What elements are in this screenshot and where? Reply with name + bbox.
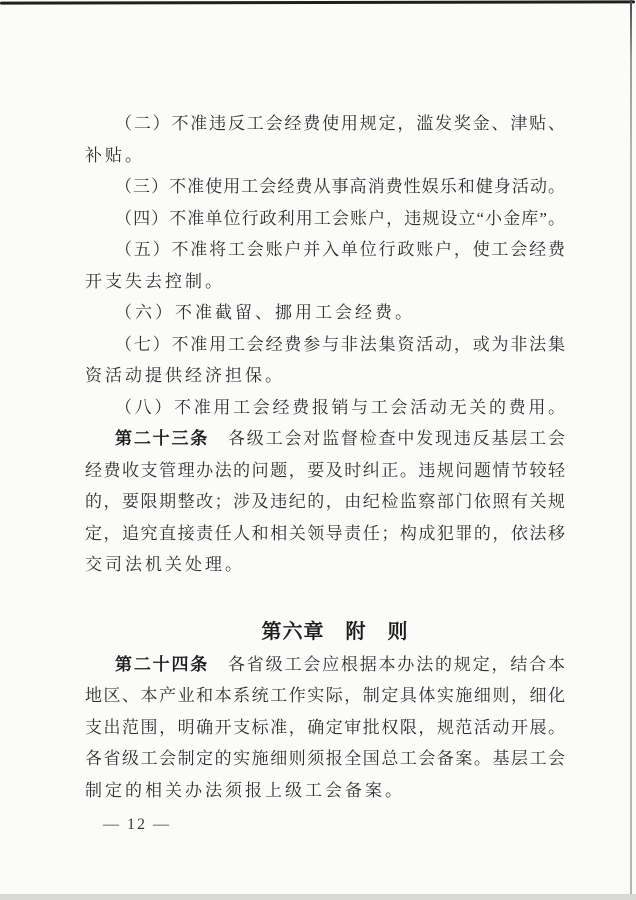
clause-number: 第二十四条 [115,654,210,674]
line-text: 定，追究直接责任人和相关领导责任；构成犯罪的，依法移 [85,523,565,543]
text-line [85,455,565,487]
line-text: 经费收支管理办法的问题，要及时纠正。违规问题情节较轻 [85,460,565,480]
line-text: （七）不准用工会经费参与非法集资活动，或为非法集 [115,334,565,354]
line-text: （五）不准将工会账户并入单位行政账户，使工会经费 [115,240,565,259]
line-text: 资活动提供经济担保。 [85,366,285,385]
text-line [85,743,565,775]
text-line [85,329,565,361]
chapter-heading: 第六章 附 则 [261,620,409,643]
line-text: 制定的相关办法须报上级工会备案。 [85,780,405,800]
document-text-column [85,0,565,837]
text-line [85,266,565,298]
line-text: 各省级工会制定的实施细则须报全国总工会备案。基层工会 [85,749,565,768]
line-text: （六）不准截留、挪用工会经费。 [115,303,415,322]
line-text: 交司法机关处理。 [85,555,245,574]
page-number: — 12 — [103,816,171,833]
line-text: （八）不准用工会经费报销与工会活动无关的费用。 [115,397,565,417]
text-line [85,518,565,550]
text-line [85,203,565,235]
text-line [85,297,565,329]
document-text-flow [85,0,565,806]
text-line [85,360,565,392]
text-line [85,140,565,172]
line-text: 的，要限期整改；涉及违纪的，由纪检监察部门依照有关规 [85,492,565,511]
text-line [85,234,565,266]
text-line [85,712,565,744]
text-line [85,775,565,807]
line-text: 支出范围，明确开支标准，确定审批权限，规范活动开展。 [85,717,565,737]
text-line [85,680,565,712]
line-text: （二）不准违反工会经费使用规定，滥发奖金、津贴、 [115,114,565,133]
line-text: 地区、本产业和本系统工作实际，制定具体实施细则，细化 [85,686,565,705]
text-line [85,108,565,140]
line-text: 各级工会对监督检查中发现违反基层工会 [209,429,566,448]
text-line [85,392,565,424]
text-line [85,649,565,681]
line-text: 各省级工会应根据本办法的规定，结合本 [209,654,566,674]
text-line [85,423,565,455]
line-text: （四）不准单位行政利用工会账户，违规设立“小金库”。 [115,208,565,228]
line-text: （三）不准使用工会经费从事高消费性娱乐和健身活动。 [115,177,565,196]
scan-bottom-edge-band [0,894,636,900]
scan-right-edge-line [630,0,632,900]
text-line [85,486,565,518]
clause-number: 第二十三条 [115,429,210,448]
line-text: 开支失去控制。 [85,271,225,291]
text-line [85,549,565,581]
line-text: 补贴。 [85,145,145,165]
text-line [85,171,565,203]
